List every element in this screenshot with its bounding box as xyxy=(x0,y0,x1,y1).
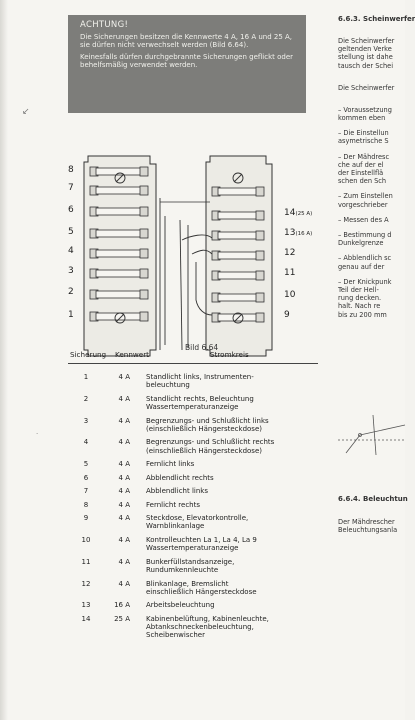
fuse-number: 10 xyxy=(81,536,91,544)
fuse-rating: 4 A xyxy=(118,373,130,381)
circuit-description xyxy=(146,487,326,495)
warning-box xyxy=(68,15,306,113)
right-text-line: – Messen des A xyxy=(338,215,389,224)
right-text-line: che auf der el xyxy=(338,160,384,169)
fuse-rating: 4 A xyxy=(118,500,130,509)
right-text-line: kommen eben xyxy=(338,114,386,122)
section-heading-6-6-4: 6.6.4. Beleuchtun xyxy=(338,495,408,503)
right-text-line: schen den Sch xyxy=(338,177,387,186)
circuit-line: Kabinenbelüftung, Kabinenleuchte, xyxy=(146,614,269,623)
right-text-line: bis zu 200 mm xyxy=(338,310,387,319)
table-header-sicherung: Sicherung xyxy=(70,350,107,359)
circuit-line: einschließlich Hängersteckdose xyxy=(146,587,257,596)
fuse-number: 11 xyxy=(81,557,91,566)
circuit-line: Wassertemperaturanzeige xyxy=(146,403,239,412)
right-fuse-2 xyxy=(212,211,264,220)
circuit-line: Fernlicht links xyxy=(146,460,195,469)
fuse-label-9: 9 xyxy=(284,310,290,320)
right-text-line: der Einstellflä xyxy=(338,169,384,177)
circuit-description xyxy=(146,460,326,468)
fuse-rating: 4 A xyxy=(118,394,130,403)
right-text-line: asymetrische S xyxy=(338,137,389,146)
figure-caption: Bild 6.64 xyxy=(185,343,219,352)
fuse-rating: 25 A xyxy=(114,614,130,623)
fuse-number: 12 xyxy=(81,579,91,588)
right-text-line: halt. Nach re xyxy=(338,302,381,311)
right-fuse-4 xyxy=(212,251,264,260)
right-fuse-1 xyxy=(212,187,264,196)
circuit-line: Kontrolleuchten La 1, La 4, La 9 xyxy=(146,536,257,544)
right-text-line: geltenden Verke xyxy=(338,45,392,54)
fuse-number: 5 xyxy=(83,460,89,469)
fuse-label-11: 11 xyxy=(284,268,296,278)
left-fuse-5 xyxy=(90,249,148,258)
circuit-line: (einschließlich Hängersteckdose) xyxy=(146,446,262,455)
right-text-line: – Die Einstellun xyxy=(338,129,389,138)
right-text-line: Dunkelgrenze xyxy=(338,239,384,248)
circuit-description xyxy=(146,514,326,531)
fuse-rating: 4 A xyxy=(118,438,130,447)
right-text-line: Die Scheinwerfer xyxy=(338,83,395,92)
circuit-description xyxy=(146,501,326,509)
right-fuse-6 xyxy=(212,293,264,302)
circuit-line: Abblendlicht links xyxy=(146,487,208,496)
right-text-line: Beleuchtungsanla xyxy=(338,526,398,534)
fuse-rating: 4 A xyxy=(118,473,130,482)
circuit-line: (einschließlich Hängersteckdose) xyxy=(146,424,262,433)
fuse-label-4: 4 xyxy=(68,246,74,256)
fuse-label-13-rating: (16 A) xyxy=(295,231,313,237)
circuit-line: Standlicht rechts, Beleuchtung xyxy=(146,394,254,403)
circuit-line: Wassertemperaturanzeige xyxy=(146,544,239,553)
fuse-number: 1 xyxy=(83,373,89,381)
circuit-line: Standlicht links, Instrumenten- xyxy=(146,373,254,381)
right-text-line: tausch der Schei xyxy=(338,61,394,70)
right-text-line: – Zum Einstellen xyxy=(338,192,393,201)
circuit-line: Arbeitsbeleuchtung xyxy=(146,601,215,610)
left-fuse-4 xyxy=(90,229,148,238)
circuit-description xyxy=(146,615,326,640)
fuse-rating: 4 A xyxy=(118,416,130,425)
fuse-rating: 16 A xyxy=(114,601,130,610)
circuit-line: Blinkanlage, Bremslicht xyxy=(146,579,229,588)
fuse-rating: 4 A xyxy=(118,557,130,566)
fuse-label-14-rating: (25 A) xyxy=(295,211,313,217)
margin-mark: ↙ xyxy=(22,107,30,117)
fuse-label-10: 10 xyxy=(284,290,296,300)
circuit-line: Begrenzungs- und Schlußlicht links xyxy=(146,416,269,425)
circuit-line: Steckdose, Elevatorkontrolle, xyxy=(146,514,249,523)
fuse-rating: 4 A xyxy=(118,460,130,469)
right-text-line: – Abblendlich sc xyxy=(338,254,392,263)
fuse-rating: 4 A xyxy=(118,579,130,588)
fuse-label-14-number: 14 xyxy=(284,208,296,218)
table-header-kennwert: Kennwert xyxy=(115,350,149,359)
fuse-number: 7 xyxy=(83,487,89,496)
fuse-label-13-number: 13 xyxy=(284,228,296,238)
fuse-box-drawing xyxy=(0,150,330,375)
margin-mark: · xyxy=(36,430,39,438)
right-text-line: – Bestimmung d xyxy=(338,231,392,239)
right-text-line: – Der Knickpunk xyxy=(338,277,392,286)
circuit-line: Bunkerfüllstandsanzeige, xyxy=(146,557,235,566)
fuse-label-12: 12 xyxy=(284,248,296,258)
circuit-description xyxy=(146,580,326,597)
right-text-line: stellung ist dahe xyxy=(338,53,393,62)
fuse-number: 6 xyxy=(83,473,89,482)
headlight-sketch xyxy=(338,405,405,465)
left-fuse-1 xyxy=(90,167,148,176)
table-header-stromkreis: Stromkreis xyxy=(210,350,249,359)
right-text-line: – Der Mähdresc xyxy=(338,152,390,161)
right-fuse-3 xyxy=(212,231,264,240)
circuit-description xyxy=(146,417,326,434)
fuse-label-6: 6 xyxy=(68,205,74,215)
right-text-line: Die Scheinwerfer xyxy=(338,37,395,45)
fuse-label-13 xyxy=(284,228,312,238)
warning-text-1: Die Sicherungen besitzen die Kennwerte 4 A, 16 A und 25 A, sie dürfen nicht verwechselt werden (Bild 6.64). xyxy=(80,32,293,50)
left-fuse-2 xyxy=(90,186,148,195)
right-fuse-5 xyxy=(212,271,264,280)
fuse-number: 2 xyxy=(83,394,89,403)
right-text-line: rung decken. xyxy=(338,294,382,303)
fuse-number: 14 xyxy=(81,614,91,623)
right-text-line: genau auf der xyxy=(338,262,385,271)
fuse-rating: 4 A xyxy=(118,487,130,496)
circuit-line: Rundumkennleuchte xyxy=(146,566,219,575)
fuse-label-3: 3 xyxy=(68,266,74,276)
fuse-rating: 4 A xyxy=(118,514,130,523)
circuit-description xyxy=(146,373,326,390)
circuit-line: Abtankschneckenbeleuchtung, xyxy=(146,623,254,632)
table-header-rule xyxy=(68,363,318,364)
fuse-label-14 xyxy=(284,208,312,218)
fuse-number: 9 xyxy=(83,514,89,523)
fuse-label-7: 7 xyxy=(68,183,74,193)
fuse-label-5: 5 xyxy=(68,227,74,237)
fuse-label-1: 1 xyxy=(68,310,74,320)
right-text-line: vorgeschrieber xyxy=(338,200,388,209)
circuit-line: beleuchtung xyxy=(146,381,190,390)
fuse-number: 13 xyxy=(81,601,91,610)
circuit-line: Abblendlicht rechts xyxy=(146,473,214,482)
circuit-description xyxy=(146,474,326,482)
circuit-description xyxy=(146,558,326,575)
right-text-line: Der Mähdrescher xyxy=(338,518,395,526)
fuse-number: 8 xyxy=(83,500,89,509)
circuit-line: Fernlicht rechts xyxy=(146,500,200,509)
warning-title: ACHTUNG! xyxy=(80,20,129,30)
fuse-number: 4 xyxy=(83,438,89,447)
left-fuse-3 xyxy=(90,207,148,216)
circuit-description xyxy=(146,601,326,609)
fuse-label-2: 2 xyxy=(68,287,74,297)
right-text-line: Teil der Hell- xyxy=(338,286,379,294)
circuit-line: Begrenzungs- und Schlußlicht rechts xyxy=(146,438,275,447)
circuit-description xyxy=(146,438,326,455)
right-text-line: – Voraussetzung xyxy=(338,105,392,114)
fuse-rating: 4 A xyxy=(118,536,130,544)
right-column xyxy=(338,0,415,720)
circuit-line: Scheibenwischer xyxy=(146,631,205,640)
circuit-description xyxy=(146,536,326,553)
fuse-label-8: 8 xyxy=(68,165,74,175)
left-fuse-7 xyxy=(90,290,148,299)
section-heading-6-6-3: 6.6.3. Scheinwerfer xyxy=(338,15,415,23)
fuse-number: 3 xyxy=(83,416,89,425)
circuit-line: Warnblinkanlage xyxy=(146,522,205,531)
left-fuse-6 xyxy=(90,269,148,278)
warning-text-2: Keinesfalls dürfen durchgebrannte Sicherungen geflickt oder behelfsmäßig verwendet werden. xyxy=(80,52,294,70)
fuse-box-diagram xyxy=(0,150,330,375)
circuit-description xyxy=(146,395,326,412)
